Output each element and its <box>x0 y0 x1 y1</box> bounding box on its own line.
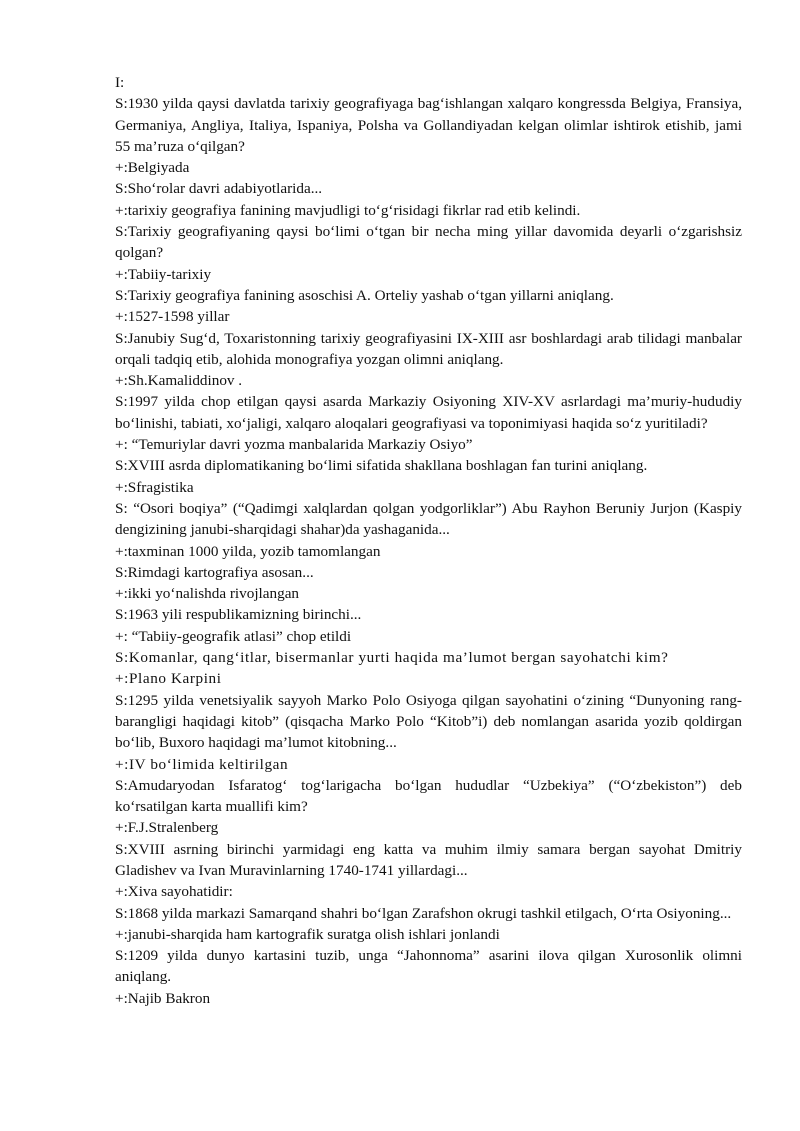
section-header: I: <box>115 74 125 91</box>
question-2: S:Sho‘rolar davri adabiyotlarida... <box>115 180 323 198</box>
answer-4: +:1527-1598 yillar <box>115 308 230 326</box>
answer-2: +:tarixiy geografiya fanining mavjudligi to‘g‘risidagi fikrlar rad etib kelindi. <box>115 201 581 219</box>
question-10: S:1963 yili respublikamizning birinchi... <box>115 606 362 624</box>
answer-15: +:janubi-sharqida ham kartografik suratga olish ishlari jonlandi <box>115 925 500 943</box>
answer-1: +:Belgiyada <box>115 159 190 177</box>
question-12: S:1295 yilda venetsiyalik sayyoh Marko Polo Osiyoga qilgan sayohatini o‘zining “Dunyoning rang-barangligi haqidagi kitob” (qisqacha Marko Polo “Kitob”i) deb nomlangan asarida yozib qoldirgan bo‘lib, Buxoro haqidagi ma’lumot kitobning... <box>115 691 742 752</box>
question-13: S:Amudaryodan Isfaratog‘ tog‘larigacha bo‘lgan hududlar “Uzbekiya” (“O‘zbekiston”) deb ko‘rsatilgan karta muallifi kim? <box>115 776 742 816</box>
answer-5: +:Sh.Kamaliddinov . <box>115 372 243 390</box>
answer-12: +:IV bo‘limida keltirilgan <box>115 755 289 773</box>
question-1: S:1930 yilda qaysi davlatda tarixiy geografiyaga bag‘ishlangan xalqaro kongressda Belgiya, Fransiya, Germaniya, Angliya, Italiya, Ispaniya, Polsha va Gollandiyadan kelgan olimlar ishtirok etishib, jami 55 ma’ruza o‘qilgan? <box>115 95 742 155</box>
answer-7: +:Sfragistika <box>115 478 194 496</box>
answer-3: +:Tabiiy-tarixiy <box>115 265 212 283</box>
question-7: S:XVIII asrda diplomatikaning bo‘limi sifatida shakllana boshlagan fan turini aniqlang. <box>115 457 648 475</box>
answer-10: +: “Tabiiy-geografik atlasi” chop etildi <box>115 627 352 645</box>
question-3: S:Tarixiy geografiyaning qaysi bo‘limi o‘tgan bir necha ming yillar davomida deyarli o‘zgarishsiz qolgan? <box>115 223 742 262</box>
question-4: S:Tarixiy geografiya fanining asoschisi A. Orteliy yashab o‘tgan yillarni aniqlang. <box>115 286 614 304</box>
document-page <box>115 72 742 1009</box>
answer-13: +:F.J.Stralenberg <box>115 819 219 837</box>
answer-9: +:ikki yo‘nalishda rivojlangan <box>115 585 300 603</box>
answer-16: +:Najib Bakron <box>115 989 211 1007</box>
question-14: S:XVIII asrning birinchi yarmidagi eng katta va muhim ilmiy samara bergan sayohat Dmitriy Gladishev va Ivan Muravinlarning 1740-1741 yillardagi... <box>115 840 742 879</box>
question-8: S: “Osori boqiya” (“Qadimgi xalqlardan qolgan yodgorliklar”) Abu Rayhon Beruniy Jurjon (Kaspiy dengizining janubi-sharqidagi shahar)da yashaganida... <box>115 499 742 539</box>
question-11: S:Komanlar, qang‘itlar, bisermanlar yurti haqida ma’lumot bergan sayohatchi kim? <box>115 649 669 667</box>
question-6: S:1997 yilda chop etilgan qaysi asarda Markaziy Osiyoning XIV-XV asrlardagi ma’muriy-hududiy bo‘linishi, tabiati, xo‘jaligi, xalqaro aloqalari geografiyasi va toponimiyasi haqida so‘z yuritiladi? <box>115 393 742 432</box>
question-15: S:1868 yilda markazi Samarqand shahri bo‘lgan Zarafshon okrugi tashkil etilgach, O‘rta Osiyoning... <box>115 904 732 922</box>
question-16: S:1209 yilda dunyo kartasini tuzib, unga “Jahonnoma” asarini ilova qilgan Xurosonlik olimni aniqlang. <box>115 947 742 986</box>
answer-11: +:Plano Karpini <box>115 670 222 688</box>
answer-6: +: “Temuriylar davri yozma manbalarida Markaziy Osiyo” <box>115 436 473 454</box>
answer-14: +:Xiva sayohatidir: <box>115 883 233 901</box>
answer-8: +:taxminan 1000 yilda, yozib tamomlangan <box>115 542 381 560</box>
question-5: S:Janubiy Sug‘d, Toxaristonning tarixiy geografiyasini IX-XIII asr boshlardagi arab tilidagi manbalar orqali tadqiq etib, alohida monografiya yozgan olimni aniqlang. <box>115 329 742 368</box>
question-9: S:Rimdagi kartografiya asosan... <box>115 563 314 581</box>
